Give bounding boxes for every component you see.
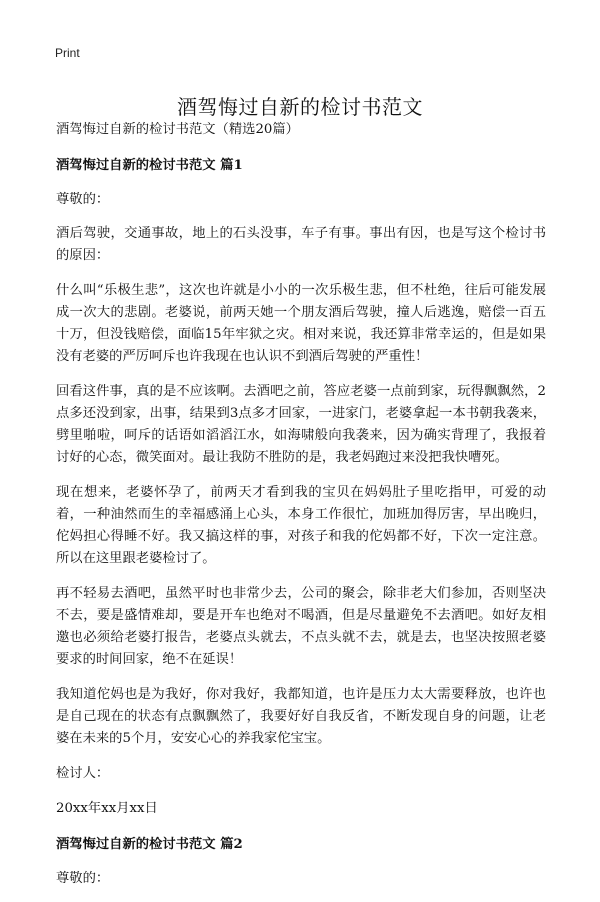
section-heading-2: 酒驾悔过自新的检讨书范文 篇2: [56, 837, 243, 852]
page-title: 酒驾悔过自新的检讨书范文: [177, 95, 423, 120]
paragraph-3: 回看这件事，真的是不应该啊。去酒吧之前，答应老婆一点前到家，玩得飘飘然，2点多还没到家，出事，结果到3点多才回家，一进家门，老婆拿起一本书朝我袭来，劈里啪啦，呵斥的话语如滔滔江水，如海啸般向我袭来，因为确实背理了，我报着讨好的心态，微笑面对。最让我防不胜防的是，我老妈跑过来没把我快嘈死。: [56, 384, 546, 465]
section-greeting-2: 尊敬的：: [56, 871, 110, 886]
paragraph-2: 什么叫“乐极生悲”，这次也许就是小小的一次乐极生悲，但不杜绝，往后可能发展成一次大的悲剧。老婆说，前两天她一个朋友酒后驾驶，撞人后逃逸，赔偿一百五十万，但没钱赔偿，面临15年牢狱之灾。相对来说，我还算非常幸运的，但是如果没有老婆的严厉呵斥也许我现在也认识不到酒后驾驶的严重性！: [56, 283, 546, 364]
date-line: 20xx年xx月xx日: [56, 801, 158, 816]
paragraph-1: 酒后驾驶，交通事故，地上的石头没事，车子有事。事出有因，也是写这个检讨书的原因：: [56, 226, 546, 263]
document-subtitle: 酒驾悔过自新的检讨书范文（精选20篇）: [56, 122, 299, 137]
document-body: [56, 119, 546, 902]
section-heading-1: 酒驾悔过自新的检讨书范文 篇1: [56, 158, 243, 173]
signature-line: 检讨人：: [56, 766, 110, 781]
print-link[interactable]: Print: [55, 46, 80, 60]
paragraph-5: 再不轻易去酒吧，虽然平时也非常少去，公司的聚会，除非老大们参加，否则坚决不去，要是盛情难却，要是开车也绝对不喝酒，但是尽量避免不去酒吧。如好友相邀也必须给老婆打报告，老婆点头就去，不点头就不去，就是去，也坚决按照老婆要求的时间回家，绝不在延误！: [56, 586, 546, 667]
paragraph-6: 我知道佗妈也是为我好，你对我好，我都知道，也许是压力太大需要释放，也许也是自己现在的状态有点飘飘然了，我要好好自我反省，不断发现自身的问题，让老婆在未来的5个月，安安心心的养我家佗宝宝。: [56, 687, 546, 746]
paragraph-4: 现在想来，老婆怀孕了，前两天才看到我的宝贝在妈妈肚子里吃指甲，可爱的动着，一种油然而生的幸福感涌上心头，本身工作很忙，加班加得厉害，早出晚归，佗妈担心得睡不好。我又搞这样的事，对孩子和我的佗妈都不好，下次一定注意。所以在这里跟老婆检讨了。: [56, 485, 546, 566]
section-greeting-1: 尊敬的：: [56, 192, 110, 207]
